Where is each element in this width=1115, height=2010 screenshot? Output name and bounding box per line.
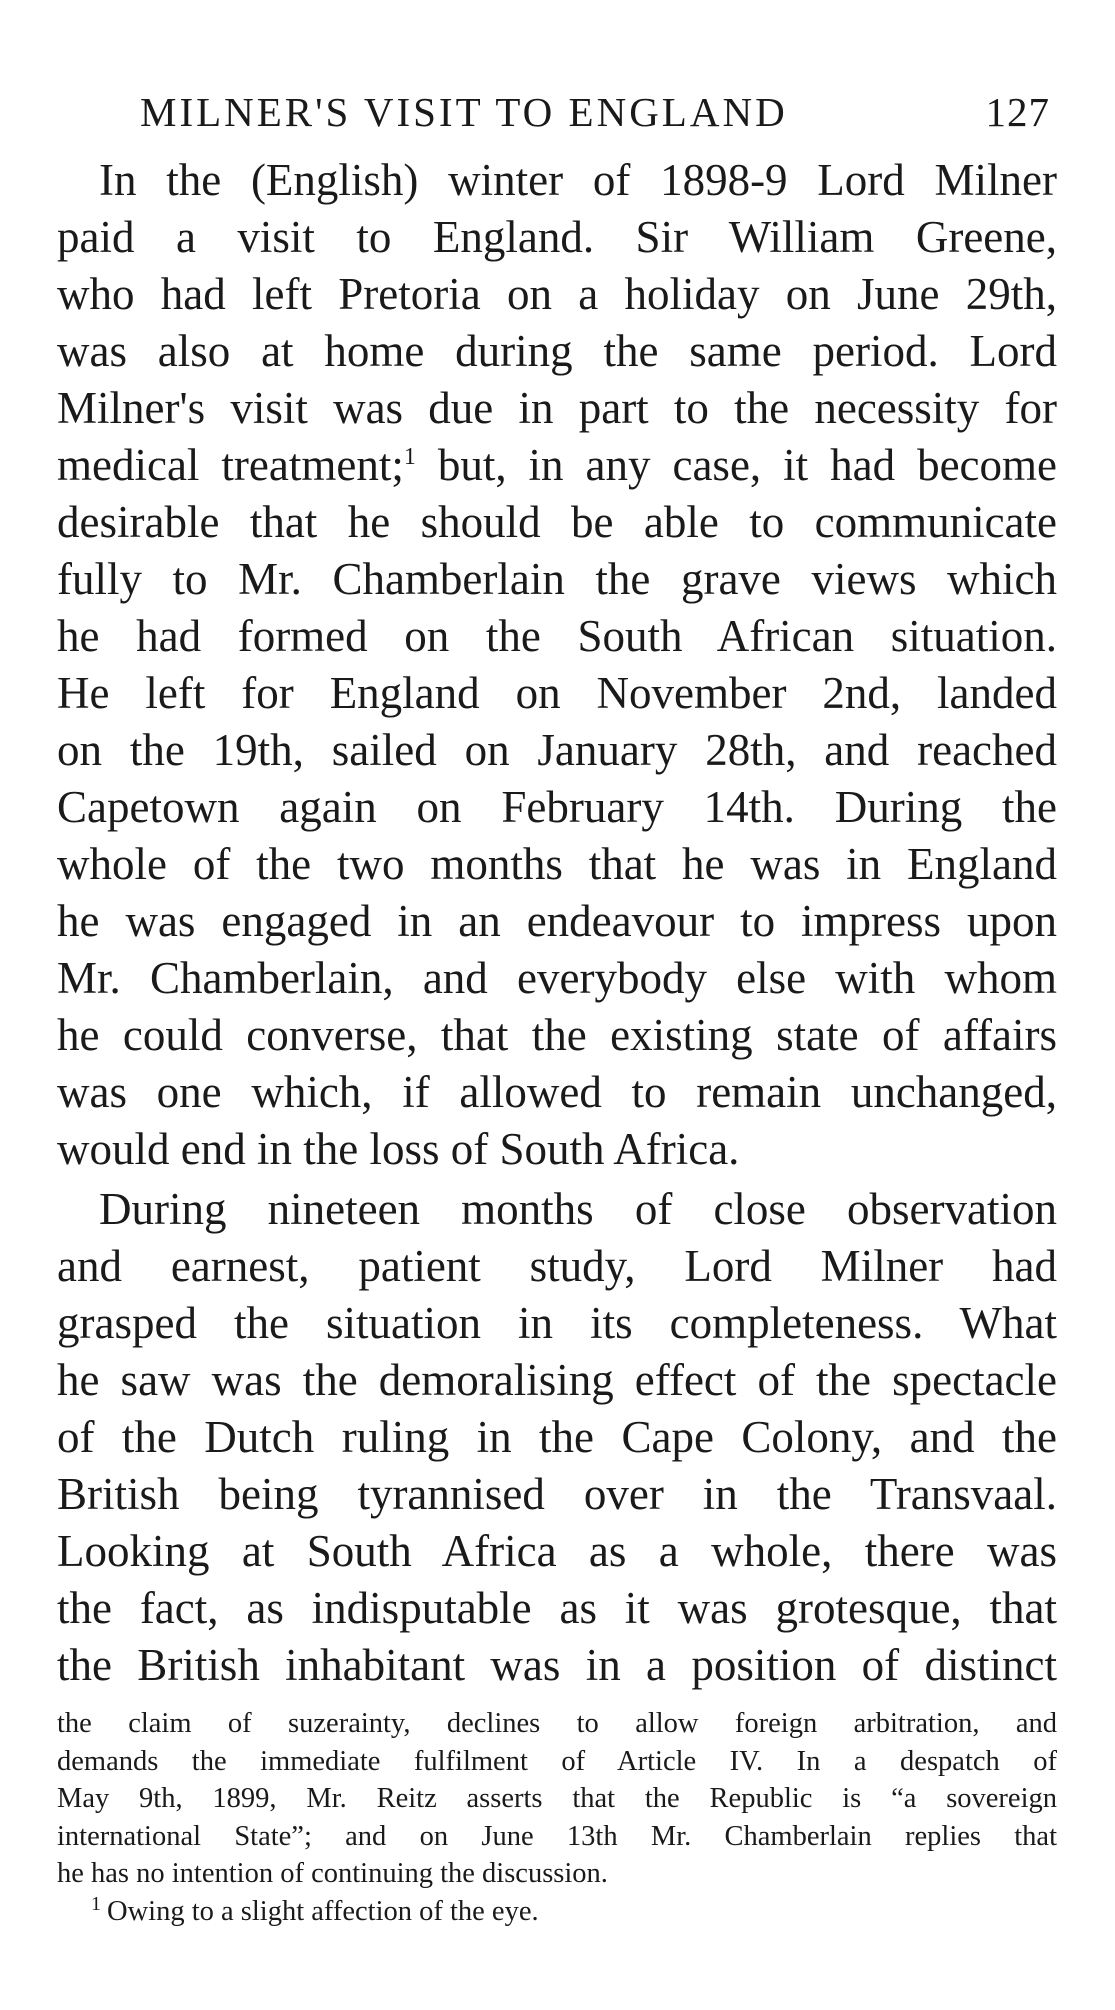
footnote-continued-line: international State”; and on June 13th Mr. Chamberlain replies that bbox=[57, 1820, 1057, 1852]
text-line: was one which, if allowed to remain unchanged, bbox=[57, 1067, 1057, 1117]
text-line: would end in the loss of South Africa. bbox=[57, 1124, 740, 1174]
text-line: was also at home during the same period. Lord bbox=[57, 326, 1057, 376]
footnote-continued-line: he has no intention of continuing the discussion. bbox=[57, 1858, 608, 1889]
text-line: whole of the two months that he was in England bbox=[57, 839, 1057, 889]
text-line: on the 19th, sailed on January 28th, and reached bbox=[57, 725, 1057, 775]
text-line: the British inhabitant was in a position of distinct bbox=[57, 1640, 1057, 1690]
text-line: grasped the situation in its completeness. What bbox=[57, 1298, 1057, 1348]
footnote-marker: 1 bbox=[91, 1892, 101, 1915]
text-line: Milner's visit was due in part to the necessity for bbox=[57, 383, 1057, 433]
text-line: Mr. Chamberlain, and everybody else with whom bbox=[57, 953, 1057, 1003]
text-line: paid a visit to England. Sir William Greene, bbox=[57, 212, 1057, 262]
text-line: of the Dutch ruling in the Cape Colony, and the bbox=[57, 1412, 1057, 1462]
text-line: the fact, as indisputable as it was grotesque, that bbox=[57, 1583, 1057, 1633]
text-segment: medical treatment; bbox=[57, 440, 404, 490]
text-line: In the (English) winter of 1898-9 Lord Milner bbox=[99, 155, 1057, 205]
footnote-reference: 1 bbox=[403, 444, 416, 470]
chapter-running-title: MILNER'S VISIT TO ENGLAND bbox=[140, 89, 788, 135]
text-segment: but, in any case, it had become bbox=[437, 440, 1058, 490]
footnote-continued-line: the claim of suzerainty, declines to allow foreign arbitration, and bbox=[57, 1708, 1057, 1739]
footnote-1 bbox=[57, 1893, 1057, 1931]
paragraph-1 bbox=[57, 152, 1057, 1178]
text-line: who had left Pretoria on a holiday on June 29th, bbox=[57, 269, 1057, 319]
footnote-continued-line: May 9th, 1899, Mr. Reitz asserts that the Republic is “a sovereign bbox=[57, 1783, 1057, 1814]
text-line: Looking at South Africa as a whole, there was bbox=[57, 1526, 1057, 1576]
footnotes bbox=[57, 1705, 1057, 1930]
text-line: he had formed on the South African situation. bbox=[57, 611, 1057, 661]
text-line: fully to Mr. Chamberlain the grave views which bbox=[57, 554, 1057, 604]
text-line: he could converse, that the existing state of affairs bbox=[57, 1010, 1057, 1060]
running-header bbox=[140, 88, 1058, 148]
page-number: 127 bbox=[985, 89, 1050, 135]
text-line: he was engaged in an endeavour to impress upon bbox=[57, 896, 1057, 946]
text-line: Capetown again on February 14th. During the bbox=[57, 782, 1057, 832]
footnote-text: Owing to a slight affection of the eye. bbox=[107, 1895, 539, 1927]
text-line: He left for England on November 2nd, landed bbox=[57, 668, 1057, 718]
text-line: and earnest, patient study, Lord Milner had bbox=[57, 1241, 1057, 1291]
text-line: During nineteen months of close observation bbox=[99, 1184, 1057, 1234]
text-line: he saw was the demoralising effect of the spectacle bbox=[57, 1355, 1057, 1405]
text-line: desirable that he should be able to communicate bbox=[57, 497, 1057, 547]
text-line-with-footnote bbox=[57, 437, 1057, 494]
footnote-continued-line: demands the immediate fulfilment of Article IV. In a despatch of bbox=[57, 1745, 1057, 1777]
text-line: British being tyrannised over in the Transvaal. bbox=[57, 1469, 1057, 1519]
paragraph-2 bbox=[57, 1181, 1057, 1694]
